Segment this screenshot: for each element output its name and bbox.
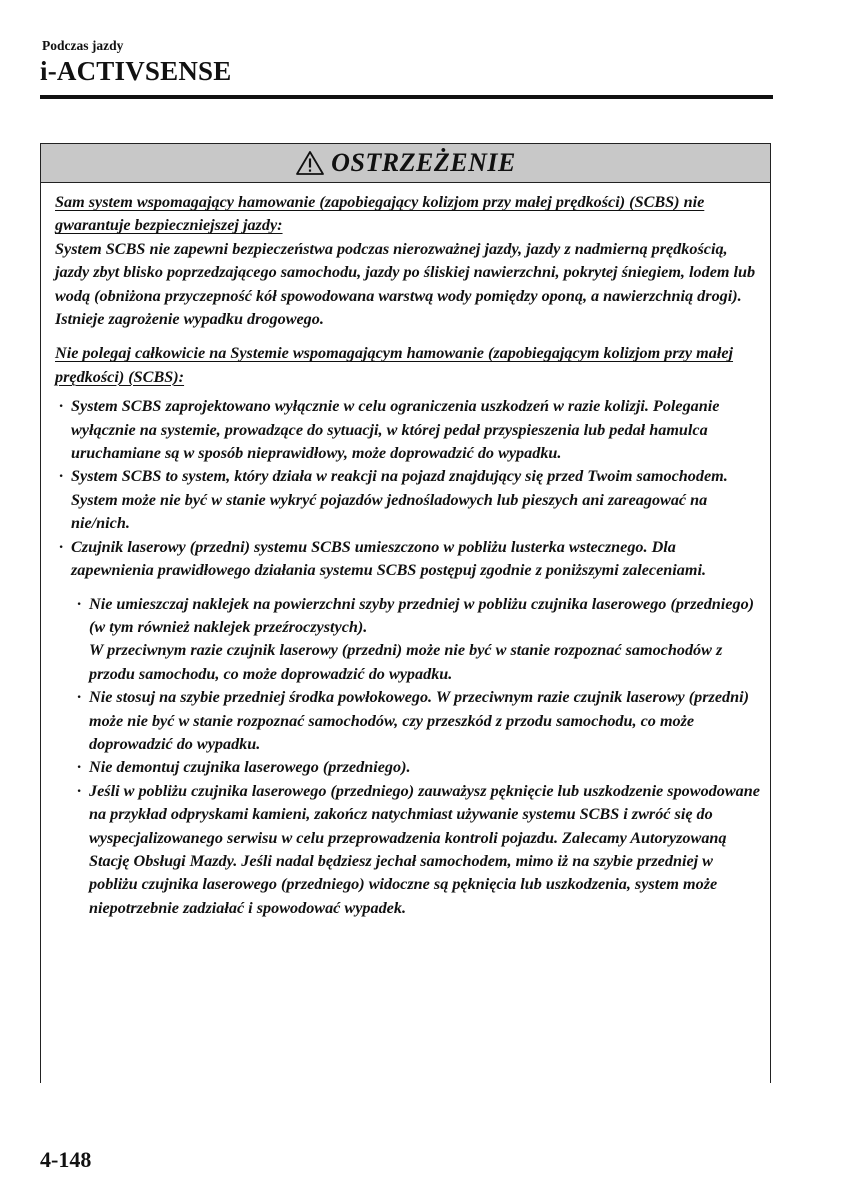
- sub-list-item-text-continued: W przeciwnym razie czujnik laserowy (przedni) może nie być w stanie rozpoznać samochodów z przodu samochodu, co może doprowadzić do wypadku.: [89, 641, 723, 683]
- warning-header: [41, 144, 770, 183]
- warning-triangle-icon: [295, 150, 325, 176]
- bullet-dot: ·: [59, 397, 64, 416]
- warning-body: [41, 183, 770, 920]
- sub-list-item: [73, 593, 760, 687]
- block1-text: System SCBS nie zapewni bezpieczeństwa podczas nierozważnej jazdy, jazdy z nadmierną prędkością, jazdy zbyt blisko poprzedzającego samochodu, jazdy po śliskiej nawierzchni, pokrytej śniegiem, lodem lub wodą (obniżona przyczepność kół spowodowana warstwą wody pomiędzy oponą, a nawierzchnią drogi). Istnieje zagrożenie wypadku drogowego.: [55, 239, 756, 329]
- list-item: [55, 536, 760, 583]
- list-item-text: System SCBS to system, który działa w reakcji na pojazd znajdujący się przed Twoim samochodem. System może nie być w stanie wykryć pojazdów jednośladowych lub pieszych ani zareagować na nie/nich.: [71, 467, 728, 533]
- bullet-list: [55, 395, 760, 582]
- bullet-dot: ·: [77, 758, 82, 777]
- bullet-dot: ·: [77, 781, 82, 800]
- sub-list-item-text: Jeśli w pobliżu czujnika laserowego (przedniego) zauważysz pęknięcie lub uszkodzenie spowodowane na przykład odpryskami kamieni, zakończ natychmiast używanie systemu SCBS i zwróć się do wyspecjalizowanego serwisu w celu przeprowadzenia kontroli pojazdu. Zalecamy Autoryzowaną Stację Obsługi Mazdy. Jeśli nadal będziesz jechał samochodem, mimo iż na szybie przedniej w pobliżu czujnika laserowego (przedniego) widoczne są pęknięcia lub uszkodzenia, system może niepotrzebnie zadziałać i spowodować wypadek.: [89, 781, 760, 917]
- sub-list-item-text: Nie umieszczaj naklejek na powierzchni szyby przedniej w pobliżu czujnika laserowego (przedniego) (w tym również naklejek przeźroczystych).: [89, 594, 755, 636]
- list-item: [55, 395, 760, 465]
- sub-list-item-text: Nie demontuj czujnika laserowego (przedniego).: [89, 758, 411, 777]
- warning-title: OSTRZEŻENIE: [331, 148, 516, 177]
- section-label: Podczas jazdy: [42, 38, 124, 53]
- bullet-dot: ·: [77, 688, 82, 707]
- block1-heading: Sam system wspomagający hamowanie (zapobiegający kolizjom przy małej prędkości) (SCBS) nie gwarantuje bezpieczniejszej jazdy:: [55, 193, 705, 235]
- sub-list-item: [73, 756, 760, 779]
- spacer: [55, 331, 760, 342]
- list-item-text: Czujnik laserowy (przedni) systemu SCBS umieszczono w pobliżu lusterka wstecznego. Dla zapewnienia prawidłowego działania systemu SCBS postępuj zgodnie z poniższymi zaleceniami.: [71, 537, 706, 580]
- chapter-title: i-ACTIVSENSE: [40, 56, 232, 86]
- bullet-dot: ·: [77, 594, 82, 613]
- sub-bullet-list: [73, 593, 760, 921]
- bullet-dot: ·: [59, 467, 64, 486]
- warning-box: [40, 143, 771, 1083]
- sub-list-item: [73, 686, 760, 756]
- bullet-dot: ·: [59, 537, 64, 556]
- list-item: [55, 465, 760, 535]
- page-number: 4-148: [40, 1147, 92, 1172]
- sub-list-item: [73, 780, 760, 920]
- sub-list-item-text: Nie stosuj na szybie przedniej środka powłokowego. W przeciwnym razie czujnik laserowy (przedni) może nie być w stanie rozpoznać samochodów, czy przeszkód z przodu samochodu, co może doprowadzić do wypadku.: [89, 688, 749, 753]
- header-rule: [40, 95, 773, 99]
- block2-heading: Nie polegaj całkowicie na Systemie wspomagającym hamowanie (zapobiegającym kolizjom przy małej prędkości) (SCBS):: [55, 344, 734, 386]
- list-item-text: System SCBS zaprojektowano wyłącznie w celu ograniczenia uszkodzeń w razie kolizji. Poleganie wyłącznie na systemie, prowadzące do sytuacji, w której pedał przyspieszenia lub pedał hamulca uruchamiane są w sposób nieprawidłowy, może doprowadzić do wypadku.: [71, 397, 720, 463]
